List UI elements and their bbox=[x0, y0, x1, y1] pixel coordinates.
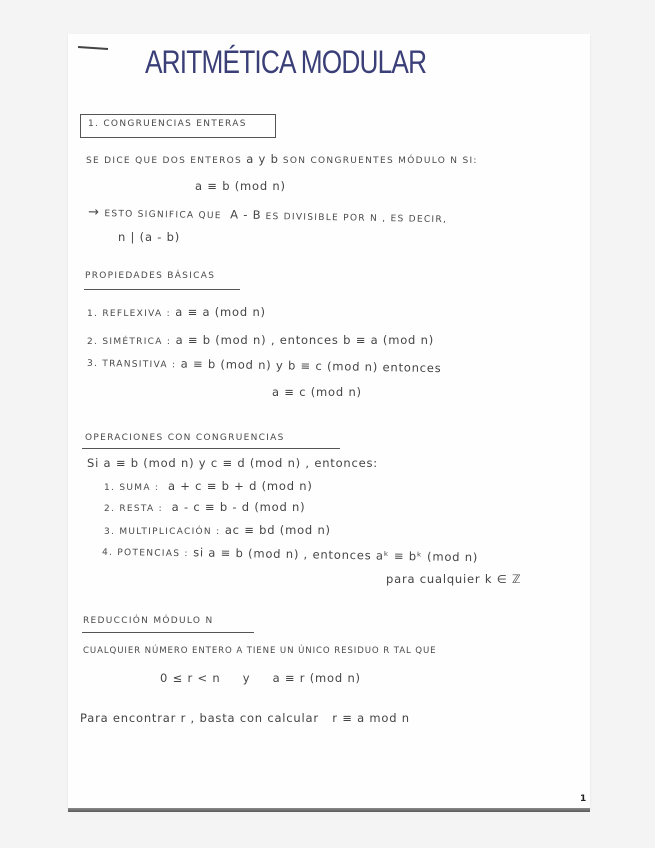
operation-label: 4. POTENCIAS : bbox=[101, 547, 189, 560]
operation-label: 1. SUMA : bbox=[104, 483, 160, 493]
intro-tail: SON CONGRUENTES MÓDULO N SI: bbox=[282, 156, 478, 166]
operation-potencias-condition: para cualquier k ∈ ℤ bbox=[386, 572, 522, 586]
page-number: 1 bbox=[580, 794, 587, 804]
property-label: 1. REFLEXIVA : bbox=[87, 309, 171, 319]
operation-resta bbox=[104, 500, 305, 514]
operations-intro: Si a ≡ b (mod n) y c ≡ d (mod n) , entonces: bbox=[87, 456, 378, 470]
property-transitiva-result: a ≡ c (mod n) bbox=[272, 385, 362, 399]
underline bbox=[82, 448, 340, 449]
property-formula: a ≡ a (mod n) bbox=[175, 305, 266, 319]
section-heading-congruencias: 1. CONGRUENCIAS ENTERAS bbox=[88, 119, 247, 129]
operation-formula: ac ≡ bd (mod n) bbox=[224, 523, 331, 537]
arrow-icon: → bbox=[87, 204, 101, 221]
intro-math: a y b bbox=[246, 152, 279, 166]
heading-propiedades: PROPIEDADES BÁSICAS bbox=[85, 271, 216, 281]
operation-suma bbox=[104, 479, 313, 493]
explain-math: A - B bbox=[230, 207, 262, 222]
operation-multiplicacion bbox=[104, 523, 331, 537]
property-simetrica bbox=[87, 333, 434, 347]
operation-formula: si a ≡ b (mod n) , entonces aᵏ ≡ bᵏ (mod n) bbox=[193, 545, 479, 565]
heading-operaciones: OPERACIONES CON CONGRUENCIAS bbox=[85, 433, 285, 443]
notebook-page bbox=[68, 34, 590, 810]
congruence-formula: a ≡ b (mod n) bbox=[195, 179, 286, 193]
operation-formula: a + c ≡ b + d (mod n) bbox=[167, 479, 313, 493]
underline bbox=[84, 289, 240, 290]
property-label: 2. SIMÉTRICA : bbox=[87, 337, 172, 347]
property-reflexiva bbox=[87, 305, 266, 319]
operation-label: 3. MULTIPLICACIÓN : bbox=[104, 527, 221, 537]
operation-label: 2. RESTA : bbox=[104, 504, 163, 514]
property-formula: a ≡ b (mod n) , entonces b ≡ a (mod n) bbox=[175, 333, 434, 347]
page-edge bbox=[68, 808, 590, 812]
operation-formula: a - c ≡ b - d (mod n) bbox=[171, 500, 306, 514]
explain-start: ESTO SIGNIFICA QUE bbox=[104, 209, 222, 222]
explain-tail: ES DIVISIBLE POR N , ES DECIR, bbox=[265, 211, 448, 226]
reduction-find: Para encontrar r , basta con calcular r ≡ a mod n bbox=[80, 711, 410, 725]
divisibility-formula: n | (a - b) bbox=[118, 230, 181, 244]
property-label: 3. TRANSITIVA : bbox=[86, 358, 177, 371]
property-formula: a ≡ b (mod n) y b ≡ c (mod n) entonces bbox=[180, 356, 442, 376]
underline bbox=[82, 632, 254, 633]
reduction-formula: 0 ≤ r < n y a ≡ r (mod n) bbox=[160, 671, 361, 685]
reduction-text: CUALQUIER NÚMERO ENTERO A TIENE UN ÚNICO RESIDUO R TAL QUE bbox=[83, 646, 437, 656]
heading-reduccion: REDUCCIÓN MÓDULO N bbox=[83, 616, 214, 626]
intro-start: SE DICE QUE DOS ENTEROS bbox=[86, 156, 243, 166]
page-title: ARITMÉTICA MODULAR bbox=[145, 44, 427, 80]
intro-text bbox=[86, 152, 478, 166]
